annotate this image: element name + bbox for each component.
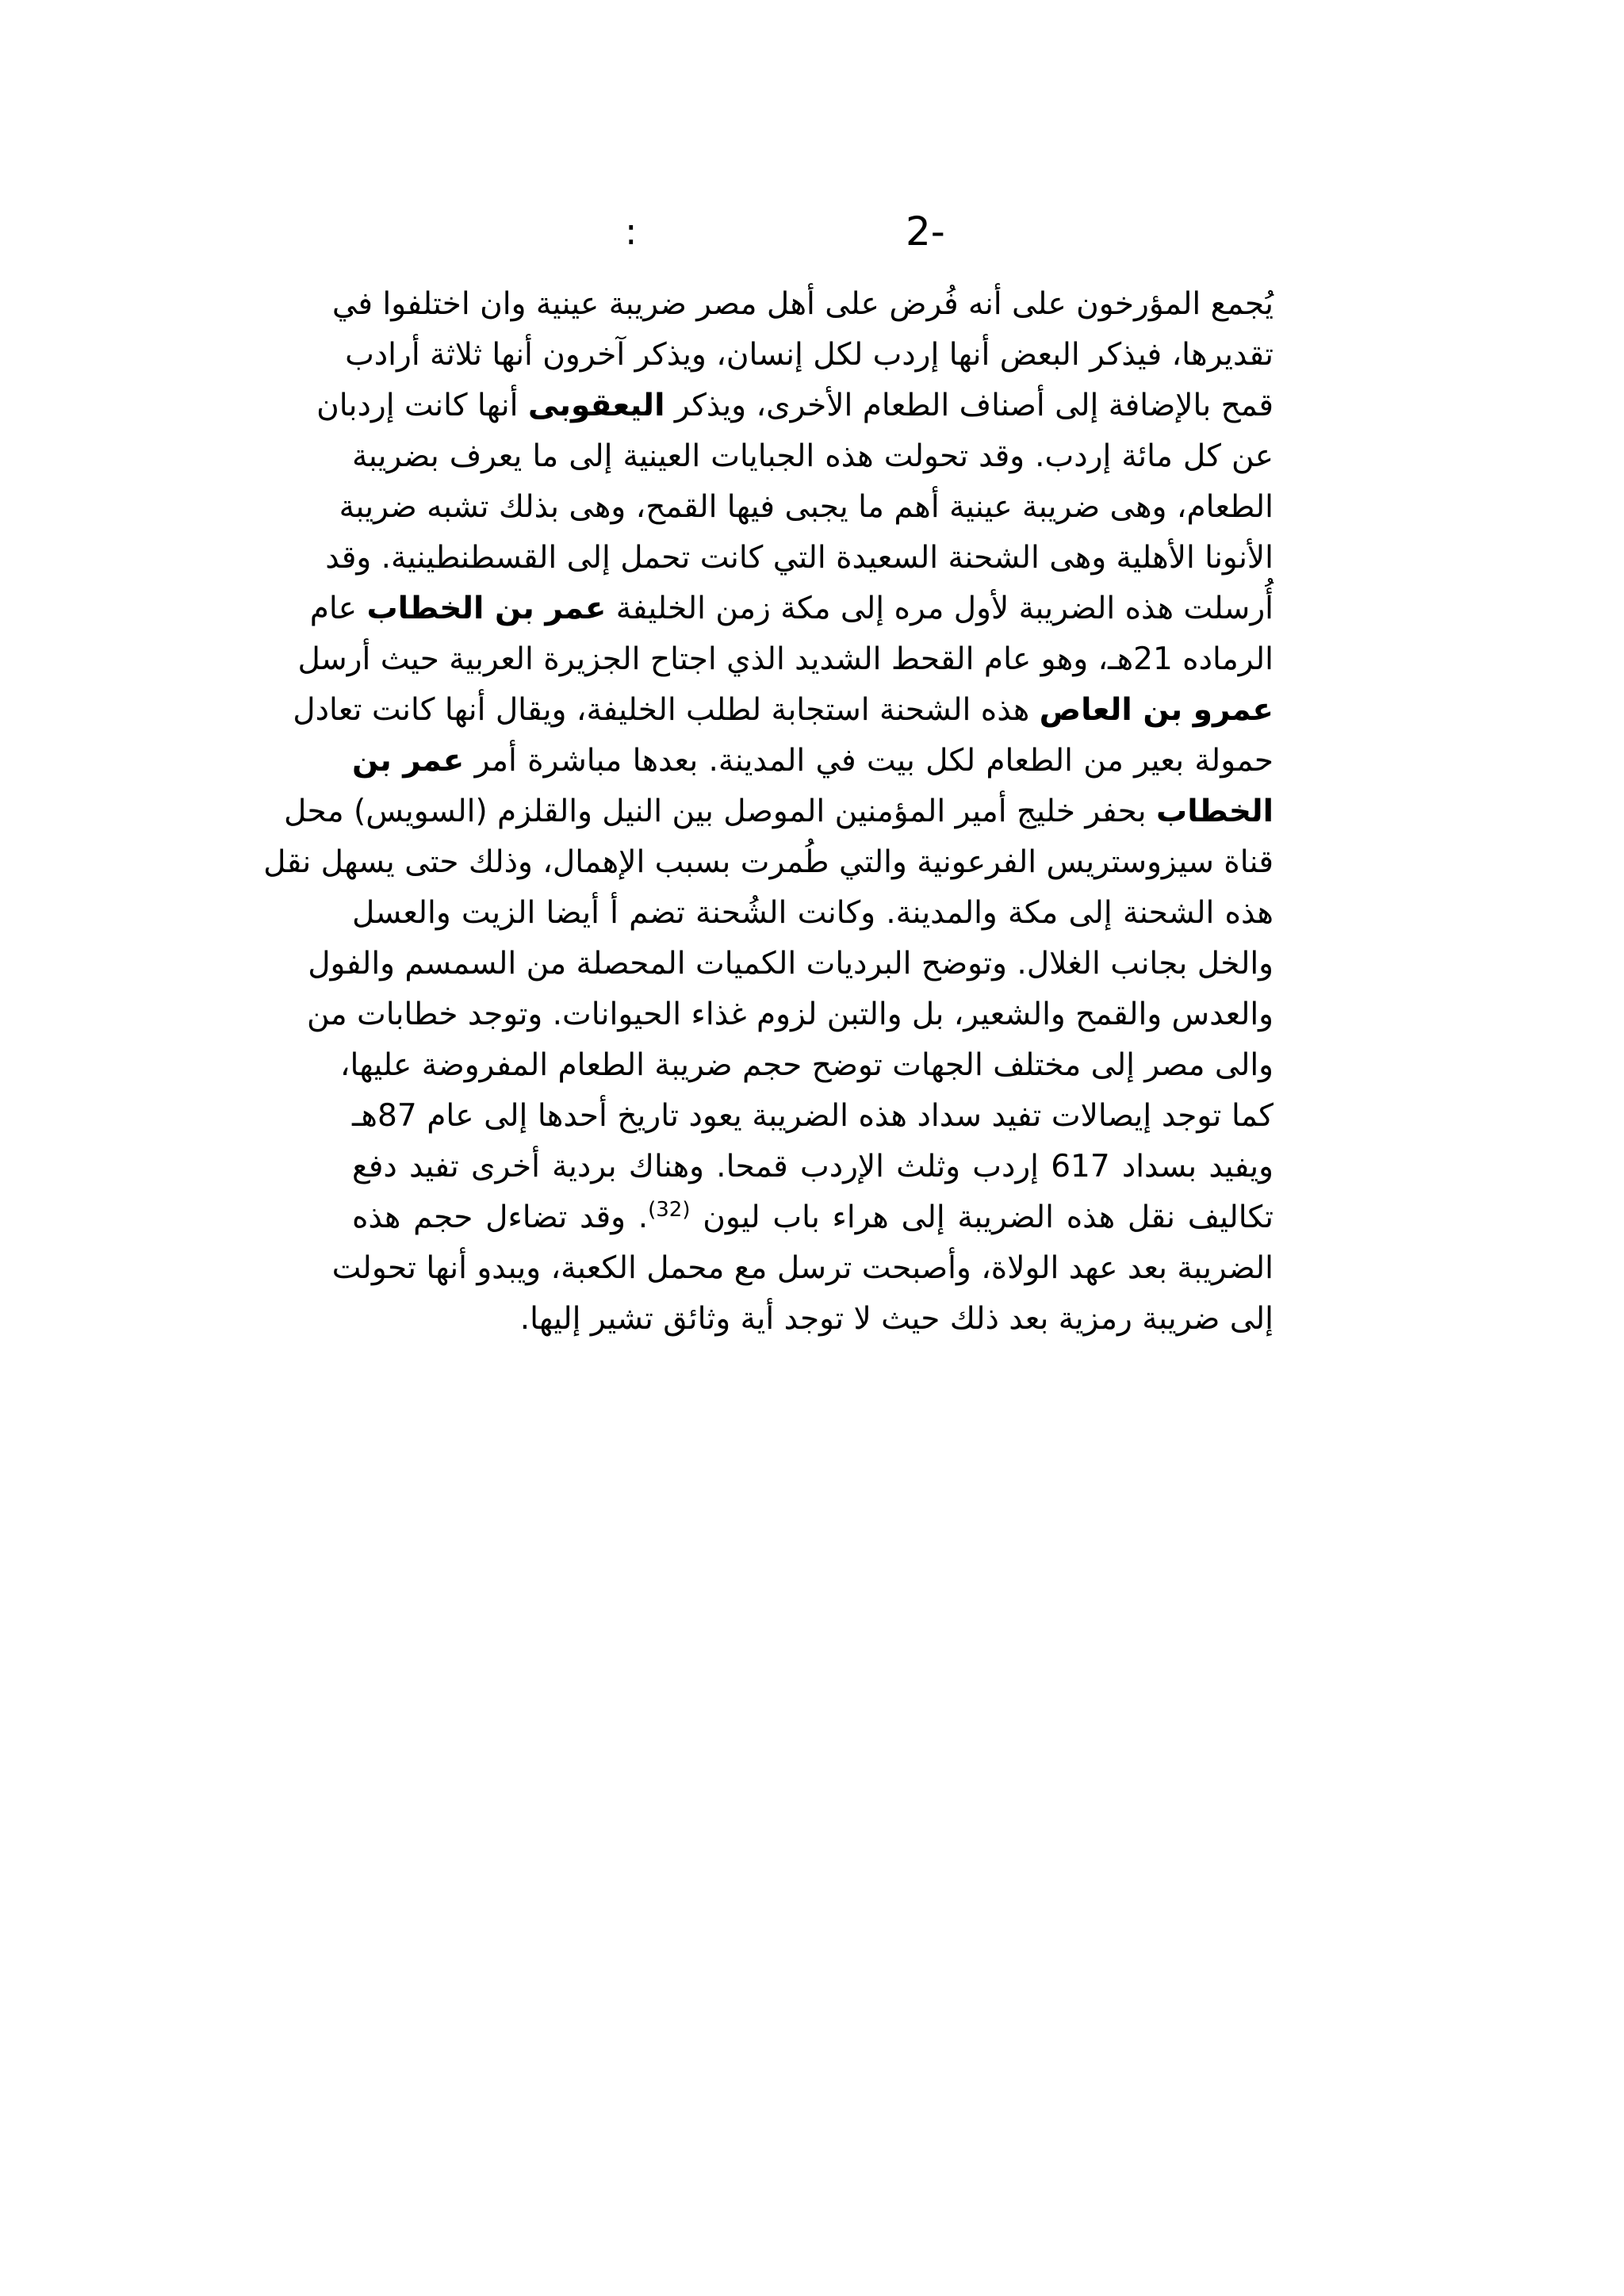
page-header	[0, 208, 1624, 271]
text-line	[352, 431, 1274, 482]
text-run: . وقد تضاءل حجم هذه	[352, 1200, 649, 1235]
text-run: قناة سيزوستريس الفرعونية والتي طُمرت بسبب الإهمال، وذلك حتى يسهل نقل	[263, 844, 1274, 880]
text-line	[331, 279, 1274, 330]
bold-name: عمرو بن العاص	[1039, 692, 1274, 728]
text-run: حمولة بعير من الطعام لكل بيت في المدينة. بعدها مباشرة أمر	[464, 743, 1274, 779]
text-line	[331, 1243, 1274, 1294]
bold-name: عمر بن	[352, 743, 465, 779]
bold-name: اليعقوبى	[527, 388, 665, 423]
text-run: ويفيد بسداد 617 إردب وثلث الإردب قمحا. وهناك بردية أخرى تفيد دفع	[352, 1149, 1274, 1184]
text-line	[352, 1091, 1274, 1142]
text-run: الأنونا الأهلية وهى الشحنة السعيدة التي كانت تحمل إلى القسطنطينية. وقد	[325, 540, 1274, 576]
text-line	[345, 330, 1274, 381]
text-run: عن كل مائة إردب. وقد تحولت هذه الجبايات العينية إلى ما يعرف بضريبة	[352, 438, 1274, 474]
text-line	[316, 381, 1274, 431]
text-run: والخل بجانب الغلال. وتوضح البرديات الكميات المحصلة من السمسم والفول	[308, 946, 1274, 982]
text-line	[307, 989, 1274, 1040]
text-line	[297, 634, 1274, 685]
text-run: هذه الشحنة استجابة لطلب الخليفة، ويقال أنها كانت تعادل	[293, 692, 1040, 728]
text-run: أُرسلت هذه الضريبة لأول مره إلى مكة زمن الخليفة	[606, 591, 1274, 626]
text-run: أنها كانت إردبان	[316, 388, 528, 423]
text-line	[263, 837, 1274, 888]
text-run: إلى ضريبة رمزية بعد ذلك حيث لا توجد أية وثائق تشير إليها.	[519, 1301, 1274, 1337]
header-colon: :	[625, 210, 638, 253]
text-run: كما توجد إيصالات تفيد سداد هذه الضريبة يعود تاريخ أحدها إلى عام 87هـ	[352, 1098, 1274, 1134]
text-run: بحفر خليج أمير المؤمنين الموصل بين النيل والقلزم (السويس) محل	[284, 794, 1157, 829]
text-run: الرماده 21هـ، وهو عام القحط الشديد الذي اجتاح الجزيرة العربية حيث أرسل	[297, 641, 1274, 677]
text-line	[308, 939, 1274, 989]
text-line	[352, 1142, 1274, 1192]
text-run: الطعام، وهى ضريبة عينية أهم ما يجبى فيها القمح، وهى بذلك تشبه ضريبة	[339, 489, 1274, 525]
text-line	[339, 482, 1274, 533]
text-run: يُجمع المؤرخون على أنه فُرض على أهل مصر ضريبة عينية وان اختلفوا في	[331, 286, 1274, 322]
text-run: والى مصر إلى مختلف الجهات توضح حجم ضريبة الطعام المفروضة عليها،	[339, 1047, 1274, 1083]
text-line	[293, 685, 1274, 736]
text-run: تقديرها، فيذكر البعض أنها إردب لكل إنسان، ويذكر آخرون أنها ثلاثة أرادب	[345, 337, 1274, 373]
text-run: الضريبة بعد عهد الولاة، وأصبحت ترسل مع محمل الكعبة، ويبدو أنها تحولت	[331, 1250, 1274, 1286]
body-paragraph	[263, 279, 1274, 1345]
footnote-reference: (32)	[648, 1198, 691, 1222]
text-line	[339, 1040, 1274, 1091]
text-run: قمح بالإضافة إلى أصناف الطعام الأخرى، ويذكر	[665, 388, 1274, 423]
bold-name: عمر بن الخطاب	[366, 591, 607, 626]
text-run: تكاليف نقل هذه الضريبة إلى هراء باب ليون	[690, 1200, 1274, 1235]
text-line	[325, 533, 1274, 584]
text-line	[284, 786, 1274, 837]
text-run: عام	[309, 591, 367, 626]
page-number: 2-	[906, 209, 945, 254]
text-line	[352, 1192, 1274, 1243]
text-line	[309, 584, 1274, 634]
bold-name: الخطاب	[1156, 794, 1274, 829]
text-line	[352, 736, 1274, 786]
text-line	[352, 888, 1274, 939]
text-line	[352, 1294, 1274, 1345]
text-run: والعدس والقمح والشعير، بل والتبن لزوم غذاء الحيوانات. وتوجد خطابات من	[307, 997, 1274, 1032]
text-run: هذه الشحنة إلى مكة والمدينة. وكانت الشُحنة تضم أ أيضا الزيت والعسل	[352, 895, 1274, 931]
